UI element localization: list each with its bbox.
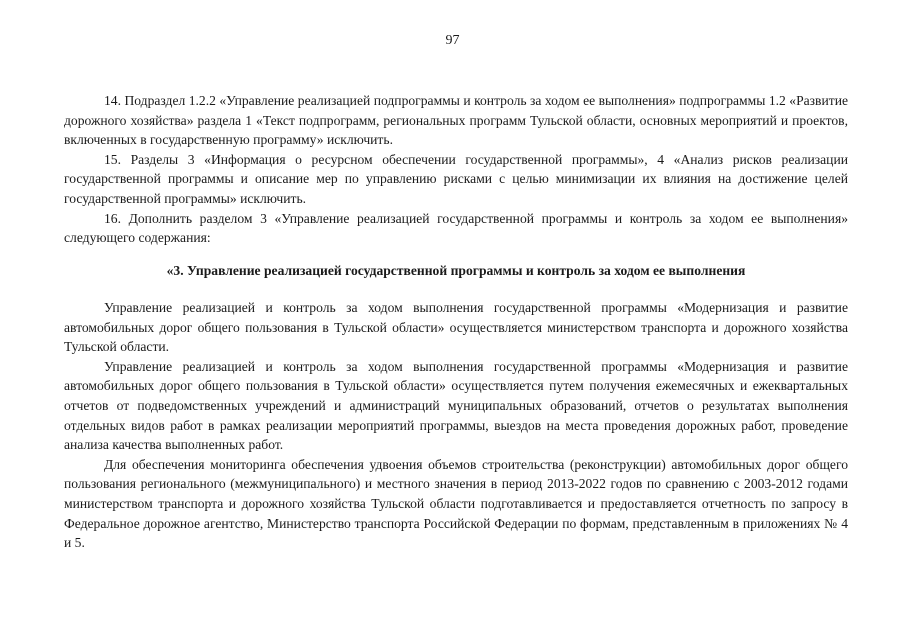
page-number: 97 xyxy=(445,33,460,48)
amendment-item-15: 15. Разделы 3 «Информация о ресурсном обеспечении государственной программы», 4 «Анализ рисков реализации государственной программы и описание мер по управлению рисками с целью минимизации их влияния на достижение целей государственной программы» исключить. xyxy=(64,151,848,206)
amendments-list xyxy=(64,91,848,248)
section-heading: «3. Управление реализацией государственной программы и контроль за ходом ее выполнения xyxy=(166,263,746,278)
amendment-item-14: 14. Подраздел 1.2.2 «Управление реализацией подпрограммы и контроль за ходом ее выполнения» подпрограммы 1.2 «Развитие дорожного хозяйства» раздела 1 «Текст подпрограмм, региональных программ Тульской области, основных мероприятий и проектов, включенных в государственную программу» исключить. xyxy=(64,93,848,148)
section-paragraph: Управление реализацией и контроль за ходом выполнения государственной программы «Модернизация и развитие автомобильных дорог общего пользования в Тульской области» осуществляется путем получения ежемесячных и ежеквартальных отчетов от подведомственных учреждений и администраций муниципальных образований, отчетов о результатах выполнения отдельных видов работ в рамках реализации мероприятий программы, выездов на места проведения дорожных работ, проведение анализа качества выполненных работ. xyxy=(64,358,848,453)
section-body xyxy=(64,298,848,553)
section-paragraph: Управление реализацией и контроль за ходом выполнения государственной программы «Модернизация и развитие автомобильных дорог общего пользования в Тульской области» осуществляется министерством транспорта и дорожного хозяйства Тульской области. xyxy=(64,300,848,355)
amendment-item-16: 16. Дополнить разделом 3 «Управление реализацией государственной программы и контроль за ходом ее выполнения» следующего содержания: xyxy=(64,210,848,246)
section-paragraph: Для обеспечения мониторинга обеспечения удвоения объемов строительства (реконструкции) автомобильных дорог общего пользования регионального (межмуниципального) и местного значения в период 2013-2022 годов по сравнению с 2003-2012 годами министерством транспорта и дорожного хозяйства Тульской области подготавливается и предоставляется отчетность по запросу в Федеральное дорожное агентство, Министерство транспорта Российской Федерации по формам, представленным в приложениях № 4 и 5. xyxy=(64,456,848,551)
